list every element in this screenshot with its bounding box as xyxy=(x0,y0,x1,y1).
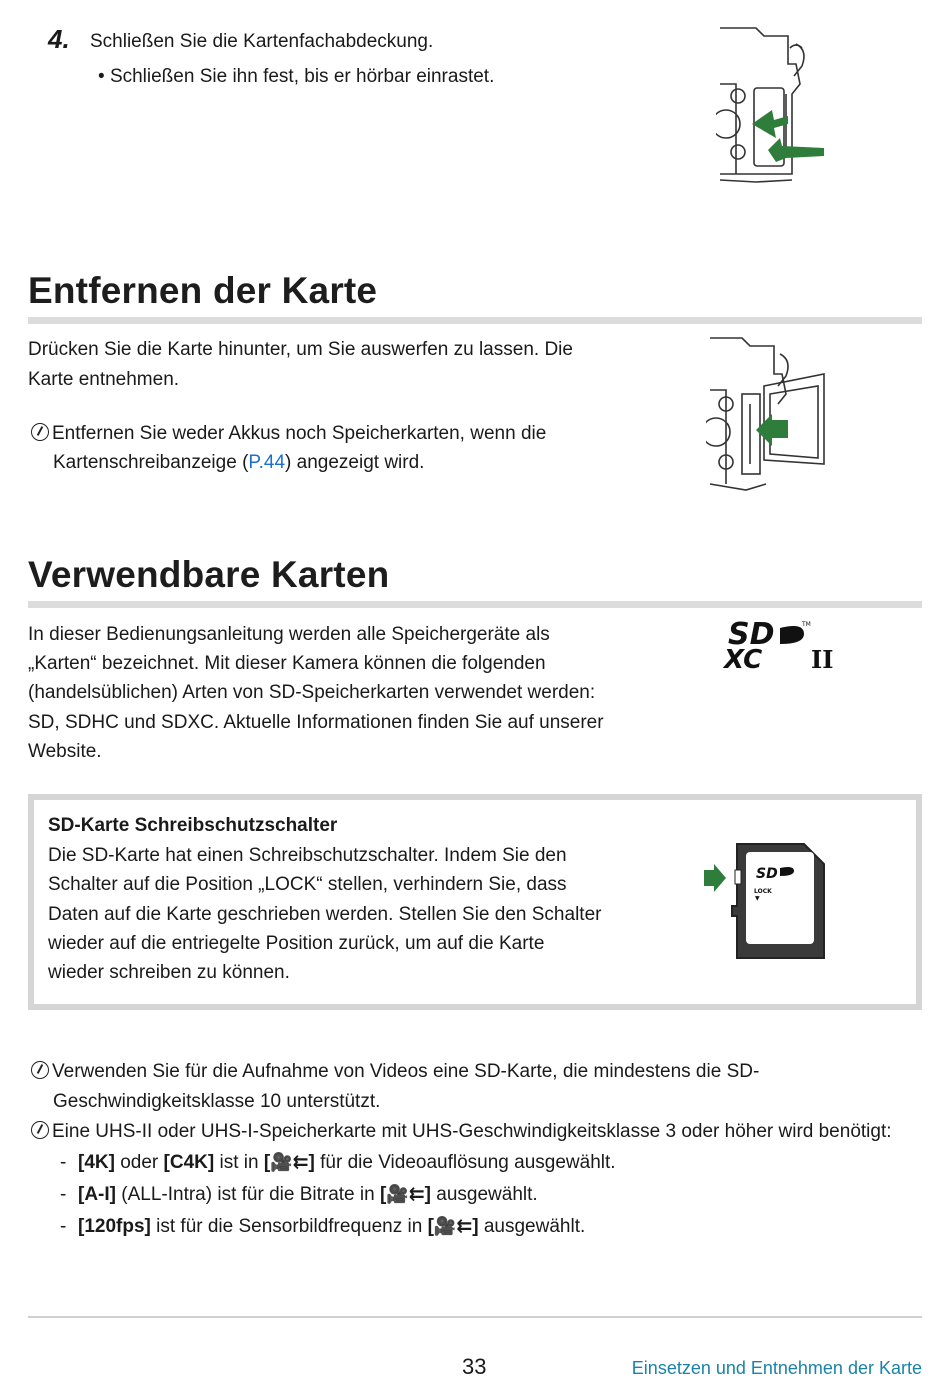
menu-arrow-icon: ⇇] xyxy=(408,1184,431,1205)
note-icon xyxy=(31,1121,49,1139)
cards-line-1: In dieser Bedienungsanleitung werden alle Speichergeräte als xyxy=(28,624,550,645)
remove-note-line-2: Kartenschreibanzeige (P.44) angezeigt wird. xyxy=(53,452,425,473)
svg-text:▼: ▼ xyxy=(755,895,760,902)
page-link[interactable]: P.44 xyxy=(248,452,286,473)
step-text: Schließen Sie die Kartenfachabdeckung. xyxy=(90,31,434,52)
footer-rule xyxy=(28,1316,922,1318)
box-line-4: wieder auf die entriegelte Position zurück, um auf die Karte xyxy=(48,933,545,954)
movie-camera-icon: 🎥 xyxy=(386,1184,409,1204)
arrow-icon xyxy=(752,110,788,138)
list-item-resolution: - [4K] oder [C4K] ist in [🎥⇇] für die Videoauflösung ausgewählt. xyxy=(60,1152,616,1173)
svg-text:SD: SD xyxy=(728,618,775,652)
page-number: 33 xyxy=(462,1354,487,1379)
svg-text:II: II xyxy=(811,645,834,674)
movie-camera-icon: 🎥 xyxy=(433,1216,457,1236)
cards-line-3: (handelsüblichen) Arten von SD-Speicherkarten verwendet werden: xyxy=(28,682,596,703)
remove-paragraph-line-1: Drücken Sie die Karte hinunter, um Sie auswerfen zu lassen. Die xyxy=(28,339,573,360)
heading-usable-cards: Verwendbare Karten xyxy=(28,554,390,595)
svg-text:TM: TM xyxy=(802,621,811,628)
box-line-5: wieder schreiben zu können. xyxy=(48,962,290,983)
box-line-3: Daten auf die Karte geschrieben werden. Stellen Sie den Schalter xyxy=(48,904,602,925)
menu-arrow-icon: ⇇] xyxy=(456,1216,479,1237)
box-line-1: Die SD-Karte hat einen Schreibschutzschalter. Indem Sie den xyxy=(48,845,567,866)
step-number: 4. xyxy=(48,24,70,54)
video-note-line-2: Geschwindigkeitsklasse 10 unterstützt. xyxy=(53,1091,381,1112)
note-icon xyxy=(31,423,49,441)
sdxc-logo xyxy=(720,618,840,674)
heading-rule xyxy=(28,601,922,608)
uhs-note: Eine UHS-II oder UHS-I-Speicherkarte mit UHS-Geschwindigkeitsklasse 3 oder höher wird benötigt: xyxy=(31,1117,892,1147)
bullet-dot: • xyxy=(98,66,105,87)
arrow-left-icon xyxy=(768,138,824,162)
heading-remove-card: Entfernen der Karte xyxy=(28,270,378,311)
box-title: SD-Karte Schreibschutzschalter xyxy=(48,815,338,836)
cards-line-2: „Karten“ bezeichnet. Mit dieser Kamera können die folgenden xyxy=(28,653,546,674)
sd-card-illustration xyxy=(700,840,828,964)
arrow-right-icon xyxy=(704,864,726,892)
close-cover-illustration xyxy=(716,24,828,186)
heading-rule xyxy=(28,317,922,324)
bullet-text: Schließen Sie ihn fest, bis er hörbar einrastet. xyxy=(109,66,495,87)
svg-text:SD: SD xyxy=(756,866,778,882)
card-lock-label: LOCK xyxy=(754,888,772,895)
cards-line-5: Website. xyxy=(28,741,102,762)
remove-note-line-1: Entfernen Sie weder Akkus noch Speicherkarten, wenn die xyxy=(31,419,546,449)
remove-card-illustration xyxy=(706,334,830,494)
menu-arrow-icon: ⇇] xyxy=(292,1152,315,1173)
video-note-line-1: Verwenden Sie für die Aufnahme von Videos eine SD-Karte, die mindestens die SD- xyxy=(31,1057,759,1087)
list-item-framerate: - [120fps] ist für die Sensorbildfrequenz in [🎥⇇] ausgewählt. xyxy=(60,1216,586,1237)
note-icon xyxy=(31,1061,49,1079)
movie-camera-icon: 🎥 xyxy=(270,1152,293,1172)
box-line-2: Schalter auf die Position „LOCK“ stellen, verhindern Sie, dass xyxy=(48,874,567,895)
list-item-bitrate: - [A-I] (ALL-Intra) ist für die Bitrate in [🎥⇇] ausgewählt. xyxy=(60,1184,538,1205)
svg-text:XC: XC xyxy=(724,645,763,674)
remove-paragraph-line-2: Karte entnehmen. xyxy=(28,369,180,390)
cards-line-4: SD, SDHC und SDXC. Aktuelle Informationen finden Sie auf unserer xyxy=(28,712,604,733)
step-bullet xyxy=(98,62,494,92)
footer-chapter-link[interactable]: Einsetzen und Entnehmen der Karte xyxy=(631,1358,922,1378)
